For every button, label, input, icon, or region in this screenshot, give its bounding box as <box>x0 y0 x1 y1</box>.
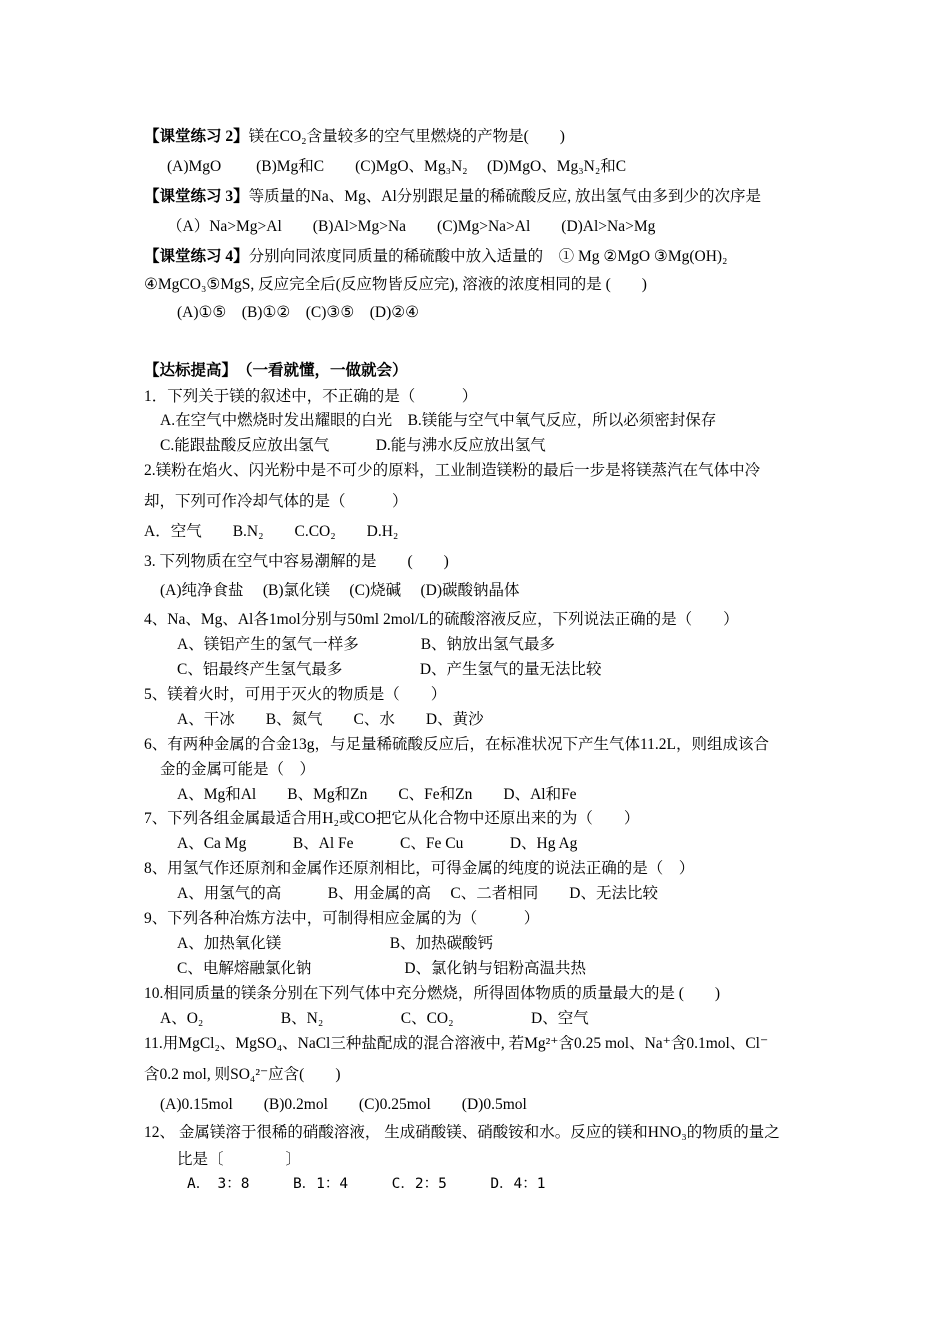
q4-options-ab: A、镁铝产生的氢气一样多 B、钠放出氢气最多 <box>177 636 556 653</box>
exercise-3-question <box>144 188 761 207</box>
q6-options: A、Mg和Al B、Mg和Zn C、Fe和Zn D、Al和Fe <box>177 786 577 803</box>
q12-options: A． 3：8 B．1：4 C．2：5 D．4：1 <box>187 1176 546 1192</box>
q6-text-cont: 金的金属可能是（ ） <box>160 761 316 778</box>
q1-options-cd: C.能跟盐酸反应放出氢气 D.能与沸水反应放出氢气 <box>160 437 546 454</box>
q9-text: 9、下列各种冶炼方法中，可制得相应金属的为（ ） <box>144 910 540 927</box>
q4-options-cd: C、铝最终产生氢气最多 D、产生氢气的量无法比较 <box>177 661 602 678</box>
q2-text-cont: 却，下列可作冷却气体的是（ ） <box>144 493 408 510</box>
exercise-4-options: (A)①⑤ (B)①② (C)③⑤ (D)②④ <box>177 304 420 321</box>
q10-options: A、O₂ B、N₂ C、CO₂ D、空气 <box>160 1010 589 1027</box>
exercise-4-question-cont: ④MgCO₃⑤MgS, 反应完全后(反应物皆反应完), 溶液的浓度相同的是 ( ) <box>144 276 647 293</box>
q11-text: 11.用MgCl₂、MgSO₄、NaCl三种盐配成的混合溶液中, 若Mg²⁺含0.25 mol、Na⁺含0.1mol、Cl⁻ <box>144 1035 769 1052</box>
q8-options: A、用氢气的高 B、用金属的高 C、二者相同 D、无法比较 <box>177 885 658 902</box>
exercise-3-options: （A）Na>Mg>Al (B)Al>Mg>Na (C)Mg>Na>Al (D)Al>Na>Mg <box>167 218 656 235</box>
q5-text: 5、镁着火时，可用于灭火的物质是（ ） <box>144 686 447 703</box>
q7-options: A、Ca Mg B、Al Fe C、Fe Cu D、Hg Ag <box>177 835 578 852</box>
q9-options-ab: A、加热氧化镁 B、加热碳酸钙 <box>177 935 494 952</box>
q11-options: (A)0.15mol (B)0.2mol (C)0.25mol (D)0.5mol <box>160 1096 527 1113</box>
q1-options-ab: A.在空气中燃烧时发出耀眼的白光 B.镁能与空气中氧气反应，所以必须密封保存 <box>160 412 717 429</box>
q12-text-cont: 比是〔 〕 <box>177 1151 302 1168</box>
q5-options: A、干冰 B、氮气 C、水 D、黄沙 <box>177 711 484 728</box>
section-heading: 【达标提高】 （一看就懂，一做就会） <box>144 362 408 379</box>
q4-text: 4、Na、Mg、Al各1mol分别与50ml 2mol/L的硫酸溶液反应，下列说法正确的是（ ） <box>144 611 739 628</box>
question-text: 镁在CO₂含量较多的空气里燃烧的产物是( ) <box>248 128 565 145</box>
q1-text: 1．下列关于镁的叙述中，不正确的是（ ） <box>144 388 478 405</box>
q3-text: 3. 下列物质在空气中容易潮解的是 ( ) <box>144 553 449 570</box>
exercise-3-label: 【课堂练习 3】 <box>144 188 249 205</box>
q12-text: 12、 金属镁溶于很稀的硝酸溶液， 生成硝酸镁、硝酸铵和水。反应的镁和HNO₃的物质的量之 <box>144 1124 780 1141</box>
exercise-4-question <box>144 248 727 267</box>
exercise-2-options: (A)MgO (B)Mg和C (C)MgO、Mg₃N₂ (D)MgO、Mg₃N₂和C <box>167 158 627 175</box>
q7-text: 7、下列各组金属最适合用H₂或CO把它从化合物中还原出来的为（ ） <box>144 810 640 827</box>
q3-options: (A)纯净食盐 (B)氯化镁 (C)烧碱 (D)碳酸钠晶体 <box>160 582 520 599</box>
exercise-2-label: 【课堂练习 2】 <box>144 128 249 145</box>
q2-text: 2.镁粉在焰火、闪光粉中是不可少的原料，工业制造镁粉的最后一步是将镁蒸汽在气体中冷 <box>144 462 761 479</box>
q9-options-cd: C、电解熔融氯化钠 D、氯化钠与铝粉高温共热 <box>177 960 587 977</box>
question-text: 分别向同浓度同质量的稀硫酸中放入适量的 ① Mg ②MgO ③Mg(OH)₂ <box>248 248 728 265</box>
exercise-4-label: 【课堂练习 4】 <box>144 248 249 265</box>
q10-text: 10.相同质量的镁条分别在下列气体中充分燃烧，所得固体物质的质量最大的是 ( ) <box>144 985 721 1002</box>
question-text: 等质量的Na、Mg、Al分别跟足量的稀硫酸反应, 放出氢气由多到少的次序是 <box>248 188 761 205</box>
q6-text: 6、有两种金属的合金13g，与足量稀硫酸反应后，在标准状况下产生气体11.2L，则组成该合 <box>144 736 770 753</box>
q2-options: A．空气 B.N₂ C.CO₂ D.H₂ <box>144 523 399 540</box>
q8-text: 8、用氢气作还原剂和金属作还原剂相比，可得金属的纯度的说法正确的是（ ） <box>144 860 695 877</box>
q11-text-cont: 含0.2 mol, 则SO₄²⁻应含( ) <box>144 1066 341 1083</box>
exercise-2-question <box>144 128 565 147</box>
